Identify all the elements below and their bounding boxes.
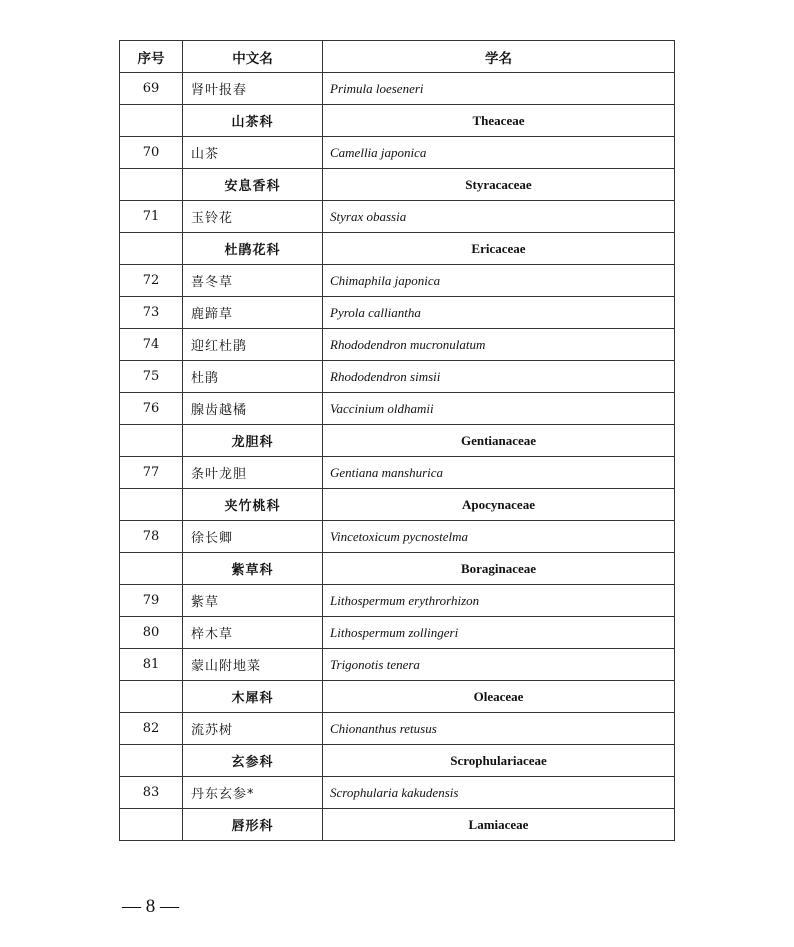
- family-row: [120, 681, 675, 713]
- family-row: [120, 489, 675, 521]
- table-row: [120, 329, 675, 361]
- family-index-cell: [120, 489, 183, 521]
- table-row: [120, 777, 675, 809]
- family-chinese-name: 玄参科: [183, 745, 323, 777]
- family-row: [120, 745, 675, 777]
- species-index: 79: [120, 585, 183, 617]
- table-row: [120, 585, 675, 617]
- family-chinese-name: 安息香科: [183, 169, 323, 201]
- species-chinese-name: 腺齿越橘: [183, 393, 323, 425]
- species-chinese-name: 迎红杜鹃: [183, 329, 323, 361]
- table-row: [120, 393, 675, 425]
- family-index-cell: [120, 425, 183, 457]
- family-scientific-name: Gentianaceae: [323, 425, 675, 457]
- species-index: 72: [120, 265, 183, 297]
- species-scientific-name: Scrophularia kakudensis: [323, 777, 675, 809]
- family-index-cell: [120, 681, 183, 713]
- species-chinese-name: 杜鹃: [183, 361, 323, 393]
- family-row: [120, 553, 675, 585]
- species-index: 80: [120, 617, 183, 649]
- table-row: [120, 265, 675, 297]
- table-body: [120, 73, 675, 841]
- family-chinese-name: 夹竹桃科: [183, 489, 323, 521]
- species-chinese-name: 玉铃花: [183, 201, 323, 233]
- species-scientific-name: Camellia japonica: [323, 137, 675, 169]
- family-index-cell: [120, 553, 183, 585]
- species-index: 74: [120, 329, 183, 361]
- species-chinese-name: 条叶龙胆: [183, 457, 323, 489]
- species-index: 82: [120, 713, 183, 745]
- species-index: 83: [120, 777, 183, 809]
- table-row: [120, 297, 675, 329]
- species-scientific-name: Gentiana manshurica: [323, 457, 675, 489]
- family-chinese-name: 木犀科: [183, 681, 323, 713]
- species-scientific-name: Vincetoxicum pycnostelma: [323, 521, 675, 553]
- family-index-cell: [120, 169, 183, 201]
- family-row: [120, 425, 675, 457]
- family-row: [120, 105, 675, 137]
- species-index: 70: [120, 137, 183, 169]
- table-row: [120, 457, 675, 489]
- species-index: 77: [120, 457, 183, 489]
- family-scientific-name: Oleaceae: [323, 681, 675, 713]
- family-chinese-name: 紫草科: [183, 553, 323, 585]
- species-scientific-name: Lithospermum zollingeri: [323, 617, 675, 649]
- table-row: [120, 361, 675, 393]
- family-scientific-name: Scrophulariaceae: [323, 745, 675, 777]
- species-chinese-name: 丹东玄参*: [183, 777, 323, 809]
- table-row: [120, 649, 675, 681]
- species-index: 81: [120, 649, 183, 681]
- species-scientific-name: Vaccinium oldhamii: [323, 393, 675, 425]
- table-row: [120, 713, 675, 745]
- family-chinese-name: 杜鹃花科: [183, 233, 323, 265]
- species-chinese-name: 蒙山附地菜: [183, 649, 323, 681]
- family-index-cell: [120, 809, 183, 841]
- family-scientific-name: Theaceae: [323, 105, 675, 137]
- family-chinese-name: 龙胆科: [183, 425, 323, 457]
- table-row: [120, 73, 675, 105]
- header-scientific-name: 学名: [323, 41, 675, 73]
- family-chinese-name: 唇形科: [183, 809, 323, 841]
- family-scientific-name: Ericaceae: [323, 233, 675, 265]
- species-scientific-name: Pyrola calliantha: [323, 297, 675, 329]
- family-index-cell: [120, 745, 183, 777]
- species-chinese-name: 徐长卿: [183, 521, 323, 553]
- page-number: — 8 —: [122, 896, 179, 917]
- family-index-cell: [120, 105, 183, 137]
- family-row: [120, 233, 675, 265]
- species-chinese-name: 山茶: [183, 137, 323, 169]
- species-index: 75: [120, 361, 183, 393]
- species-index: 71: [120, 201, 183, 233]
- species-index: 69: [120, 73, 183, 105]
- species-index: 76: [120, 393, 183, 425]
- species-scientific-name: Lithospermum erythrorhizon: [323, 585, 675, 617]
- table-header-row: [120, 41, 675, 73]
- species-scientific-name: Styrax obassia: [323, 201, 675, 233]
- header-chinese-name: 中文名: [183, 41, 323, 73]
- species-scientific-name: Chionanthus retusus: [323, 713, 675, 745]
- family-index-cell: [120, 233, 183, 265]
- species-chinese-name: 鹿蹄草: [183, 297, 323, 329]
- family-scientific-name: Lamiaceae: [323, 809, 675, 841]
- table-row: [120, 201, 675, 233]
- family-scientific-name: Apocynaceae: [323, 489, 675, 521]
- header-index: 序号: [120, 41, 183, 73]
- family-scientific-name: Boraginaceae: [323, 553, 675, 585]
- species-index: 73: [120, 297, 183, 329]
- species-scientific-name: Chimaphila japonica: [323, 265, 675, 297]
- family-row: [120, 809, 675, 841]
- table-row: [120, 617, 675, 649]
- species-scientific-name: Trigonotis tenera: [323, 649, 675, 681]
- species-scientific-name: Primula loeseneri: [323, 73, 675, 105]
- family-chinese-name: 山茶科: [183, 105, 323, 137]
- species-index: 78: [120, 521, 183, 553]
- family-row: [120, 169, 675, 201]
- species-scientific-name: Rhododendron simsii: [323, 361, 675, 393]
- species-chinese-name: 梓木草: [183, 617, 323, 649]
- species-table: [119, 40, 675, 841]
- species-chinese-name: 流苏树: [183, 713, 323, 745]
- species-chinese-name: 肾叶报春: [183, 73, 323, 105]
- table-row: [120, 521, 675, 553]
- species-scientific-name: Rhododendron mucronulatum: [323, 329, 675, 361]
- species-chinese-name: 紫草: [183, 585, 323, 617]
- table-row: [120, 137, 675, 169]
- species-chinese-name: 喜冬草: [183, 265, 323, 297]
- family-scientific-name: Styracaceae: [323, 169, 675, 201]
